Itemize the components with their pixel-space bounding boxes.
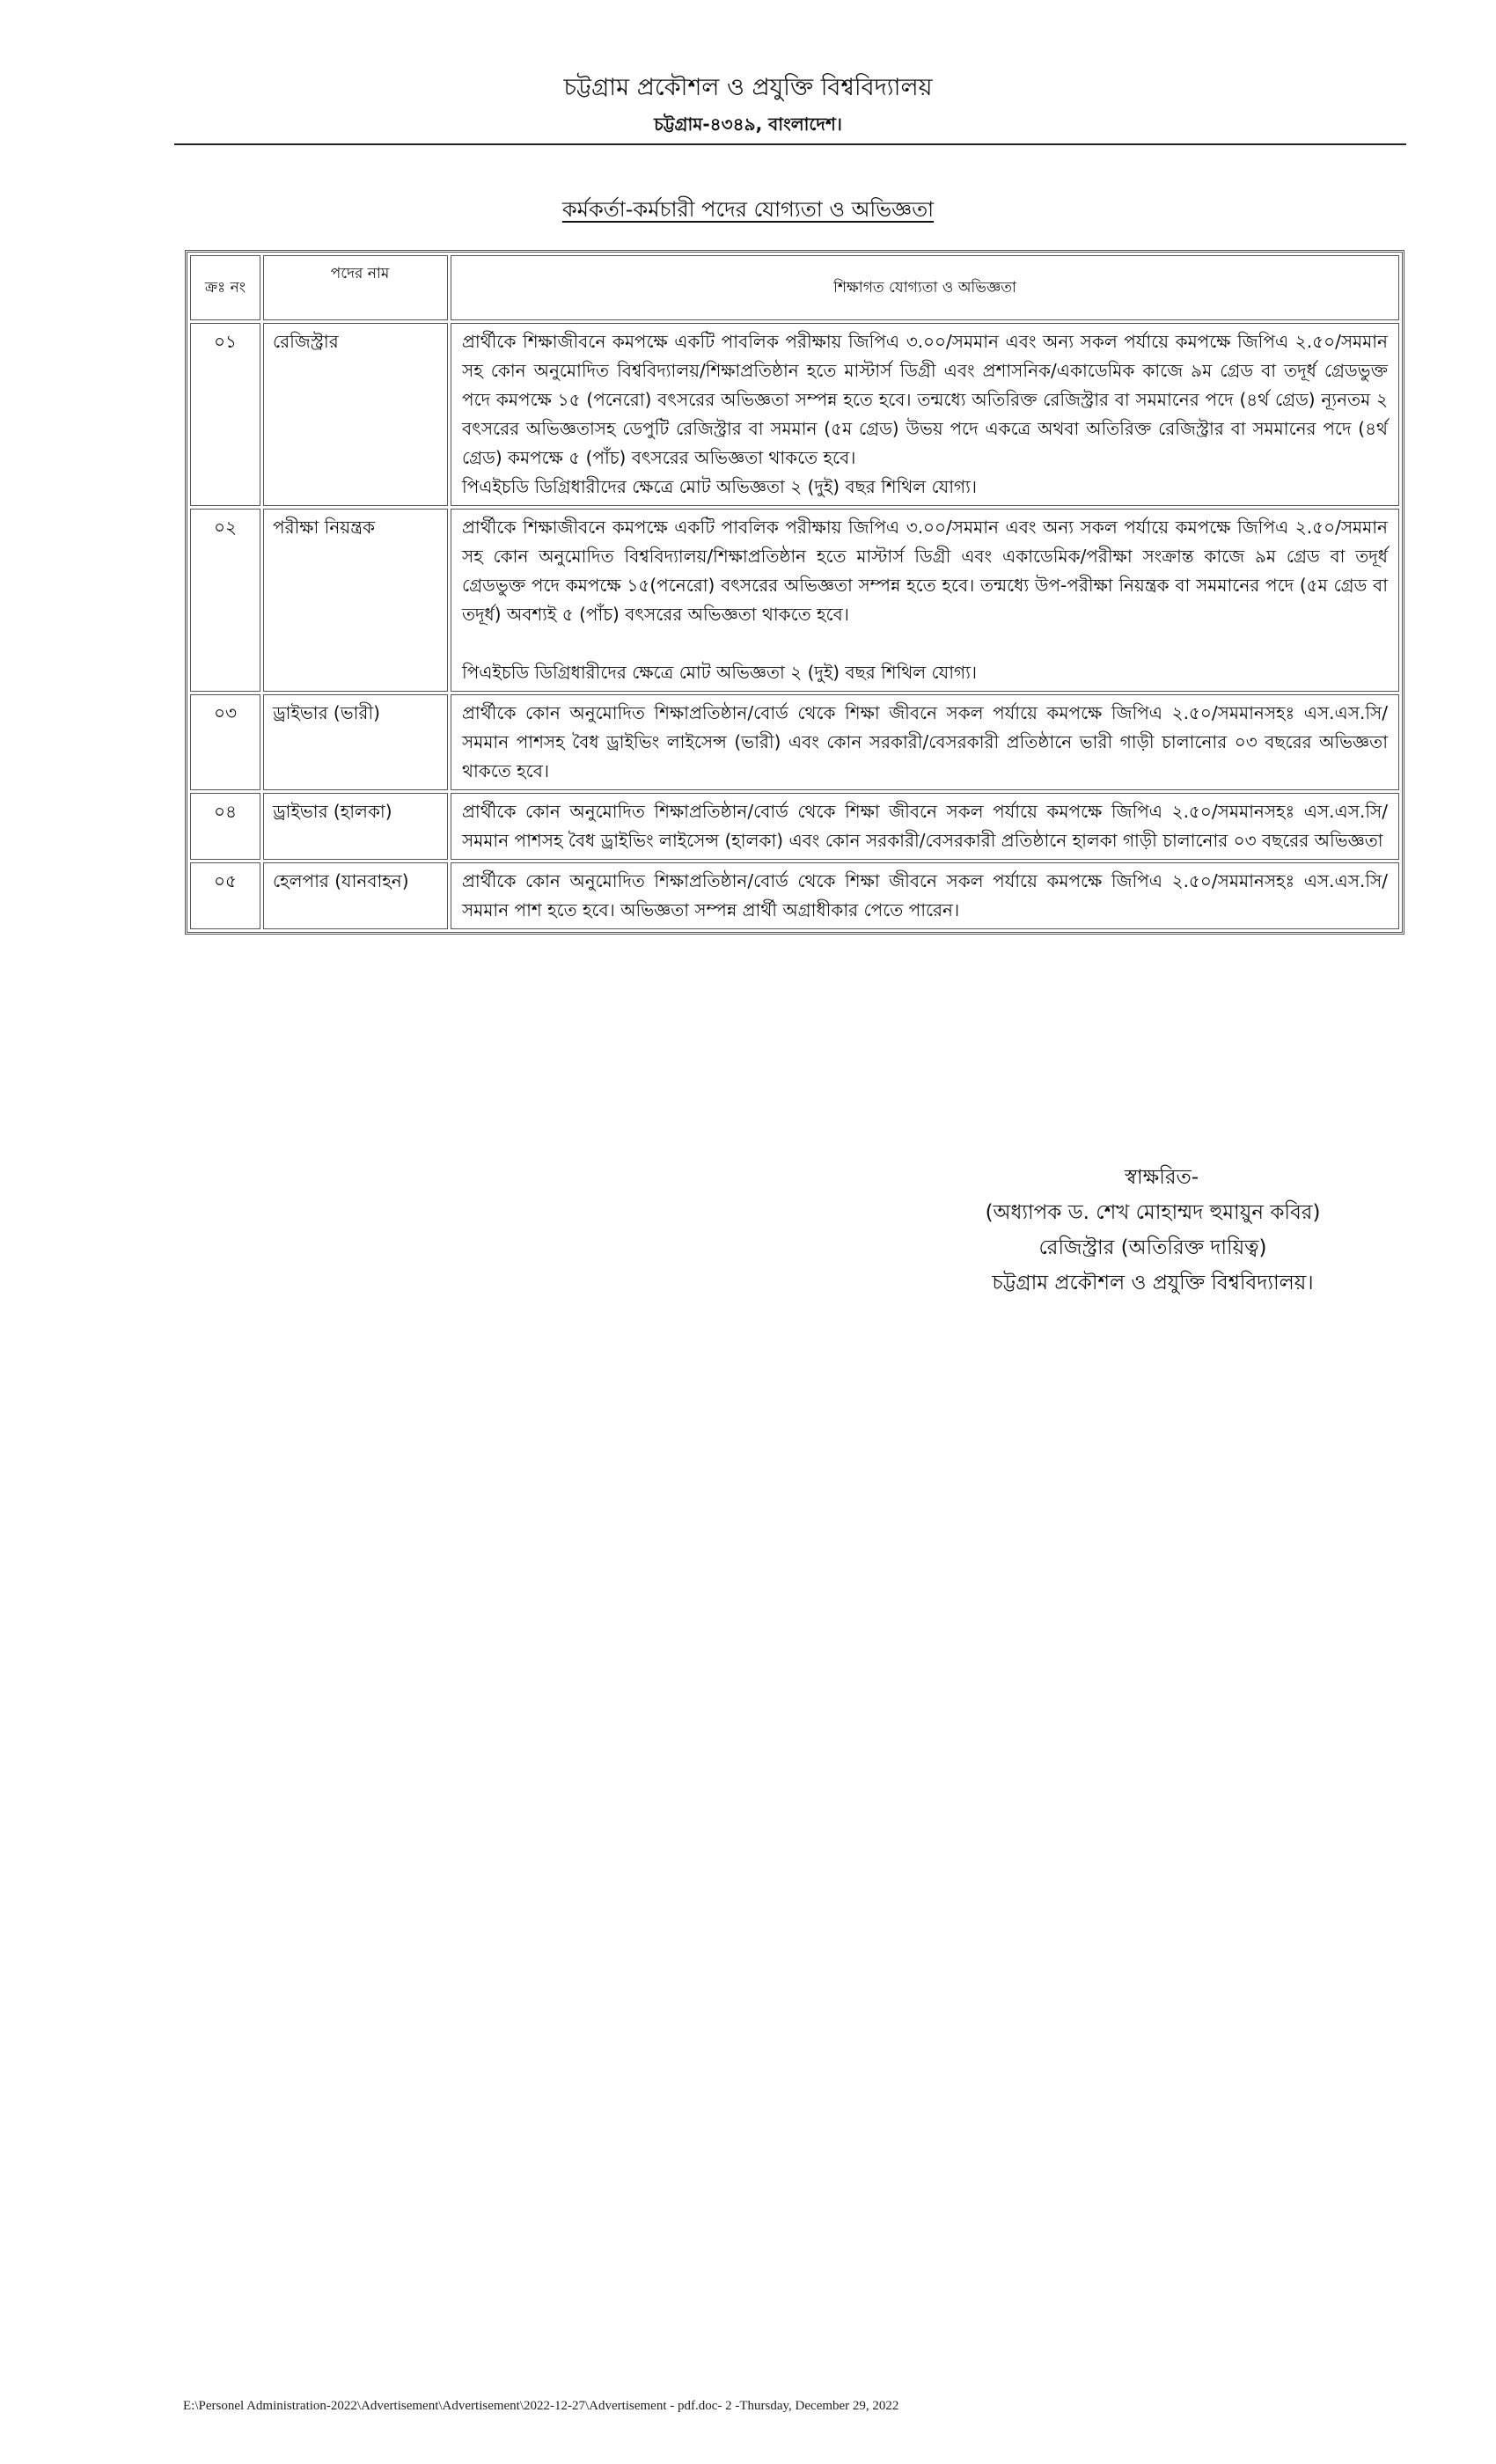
qualification-paragraph: প্রার্থীকে কোন অনুমোদিত শিক্ষাপ্রতিষ্ঠান/বোর্ড থেকে শিক্ষা জীবনে সকল পর্যায়ে কমপক্ষে জিপিএ ২.৫০/সমমানসহঃ এস.এস.সি/সমমান পাশসহ বৈধ ড্রাইভিং লাইসেন্স (ভারী) এবং কোন সরকারী/বেসরকারী প্রতিষ্ঠানে ভারী গাড়ী চালানোর ০৩ বছরের অভিজ্ঞতা থাকতে হবে। [462, 702, 1388, 781]
footer-file-path: E:\Personel Administration-2022\Advertisement\Advertisement\2022-12-27\Advertisement - pdf.doc- 2 -Thursday, December 29, 2022 [183, 2399, 899, 2413]
row-serial: ০৫ [190, 862, 260, 929]
header-post: পদের নাম [263, 255, 448, 320]
table-header-row [190, 255, 1399, 320]
table-row [190, 793, 1399, 860]
signatory-name: (অধ্যাপক ড. শেখ মোহাম্মদ হুমায়ুন কবির) [985, 1201, 1321, 1224]
row-serial: ০১ [190, 323, 260, 506]
signatory-institution: চট্টগ্রাম প্রকৌশল ও প্রযুক্তি বিশ্ববিদ্যালয়। [992, 1272, 1314, 1294]
qualifications-table-grid [187, 253, 1402, 932]
signature-block [906, 1160, 1399, 1301]
institution-address: চট্টগ্রাম-৪৩৪৯, বাংলাদেশ। [654, 114, 842, 135]
row-post-name: পরীক্ষা নিয়ন্ত্রক [263, 509, 448, 692]
table-row [190, 862, 1399, 929]
row-qualification [451, 509, 1399, 692]
table-row [190, 323, 1399, 506]
institution-name: চট্টগ্রাম প্রকৌশল ও প্রযুক্তি বিশ্ববিদ্যালয় [563, 74, 933, 101]
qualification-paragraph: প্রার্থীকে শিক্ষাজীবনে কমপক্ষে একটি পাবলিক পরীক্ষায় জিপিএ ৩.০০/সমমান এবং অন্য সকল পর্যায়ে কমপক্ষে জিপিএ ২.৫০/সমমান সহ কোন অনুমোদিত বিশ্ববিদ্যালয়/শিক্ষাপ্রতিষ্ঠান হতে মাস্টার্স ডিগ্রী এবং একাডেমিক/পরীক্ষা সংক্রান্ত কাজে ৯ম গ্রেড বা তদূর্ধ গ্রেডভুক্ত পদে কমপক্ষে ১৫(পনেরো) বৎসরের অভিজ্ঞতা সম্পন্ন হতে হবে। তন্মধ্যে উপ-পরীক্ষা নিয়ন্ত্রক বা সমমানের পদে (৫ম গ্রেড বা তদূর্ধ) অবশ্যই ৫ (পাঁচ) বৎসরের অভিজ্ঞতা থাকতে হবে। [462, 517, 1388, 625]
signature-signed: স্বাক্ষরিত- [1124, 1166, 1199, 1189]
header-serial: ক্রঃ নং [190, 255, 260, 320]
qualification-paragraph: পিএইচডি ডিগ্রিধারীদের ক্ষেত্রে মোট অভিজ্ঞতা ২ (দুই) বছর শিথিল যোগ্য। [462, 662, 978, 683]
table-row [190, 694, 1399, 790]
qualification-paragraph: প্রার্থীকে কোন অনুমোদিত শিক্ষাপ্রতিষ্ঠান/বোর্ড থেকে শিক্ষা জীবনে সকল পর্যায়ে কমপক্ষে জিপিএ ২.৫০/সমমানসহঃ এস.এস.সি/সমমান পাশসহ বৈধ ড্রাইভিং লাইসেন্স (হালকা) এবং কোন সরকারী/বেসরকারী প্রতিষ্ঠানে হালকা গাড়ী চালানোর ০৩ বছরের অভিজ্ঞতা [462, 801, 1388, 851]
signatory-designation: রেজিস্ট্রার (অতিরিক্ত দায়িত্ব) [1038, 1236, 1267, 1259]
header-divider [174, 143, 1406, 145]
row-qualification [451, 862, 1399, 929]
row-qualification [451, 793, 1399, 860]
row-serial: ০৩ [190, 694, 260, 790]
row-post-name: রেজিস্ট্রার [263, 323, 448, 506]
qualification-paragraph: পিএইচডি ডিগ্রিধারীদের ক্ষেত্রে মোট অভিজ্ঞতা ২ (দুই) বছর শিথিল যোগ্য। [462, 476, 978, 497]
row-serial: ০২ [190, 509, 260, 692]
qualifications-table [185, 250, 1404, 935]
document-title-text: কর্মকর্তা-কর্মচারী পদের যোগ্যতা ও অভিজ্ঞতা [561, 197, 935, 222]
row-serial: ০৪ [190, 793, 260, 860]
qualification-paragraph: প্রার্থীকে শিক্ষাজীবনে কমপক্ষে একটি পাবলিক পরীক্ষায় জিপিএ ৩.০০/সমমান এবং অন্য সকল পর্যায়ে কমপক্ষে জিপিএ ২.৫০/সমমান সহ কোন অনুমোদিত বিশ্ববিদ্যালয়/শিক্ষাপ্রতিষ্ঠান হতে মাস্টার্স ডিগ্রী এবং প্রশাসনিক/একাডেমিক কাজে ৯ম গ্রেড বা তদূর্ধ গ্রেডভুক্ত পদে কমপক্ষে ১৫ (পনেরো) বৎসরের অভিজ্ঞতা সম্পন্ন হতে হবে। তন্মধ্যে অতিরিক্ত রেজিস্ট্রার বা সমমানের পদে (৪র্থ গ্রেড) ন্যূনতম ২ বৎসরের অভিজ্ঞতাসহ ডেপুটি রেজিস্ট্রার বা সমমান (৫ম গ্রেড) উভয় পদে একত্রে অথবা অতিরিক্ত রেজিস্ট্রার বা সমমানের পদে (৪র্থ গ্রেড) কমপক্ষে ৫ (পাঁচ) বৎসরের অভিজ্ঞতা থাকতে হবে। [462, 331, 1388, 468]
row-post-name: ড্রাইভার (হালকা) [263, 793, 448, 860]
row-qualification [451, 694, 1399, 790]
qualification-paragraph: প্রার্থীকে কোন অনুমোদিত শিক্ষাপ্রতিষ্ঠান/বোর্ড থেকে শিক্ষা জীবনে সকল পর্যায়ে কমপক্ষে জিপিএ ২.৫০/সমমানসহঃ এস.এস.সি/সমমান পাশ হতে হবে। অভিজ্ঞতা সম্পন্ন প্রার্থী অগ্রাধীকার পেতে পারেন। [462, 870, 1388, 920]
row-qualification [451, 323, 1399, 506]
row-post-name: হেলপার (যানবাহন) [263, 862, 448, 929]
row-post-name: ড্রাইভার (ভারী) [263, 694, 448, 790]
document-title [0, 194, 1496, 225]
header-qualification: শিক্ষাগত যোগ্যতা ও অভিজ্ঞতা [451, 255, 1399, 320]
table-row [190, 509, 1399, 692]
